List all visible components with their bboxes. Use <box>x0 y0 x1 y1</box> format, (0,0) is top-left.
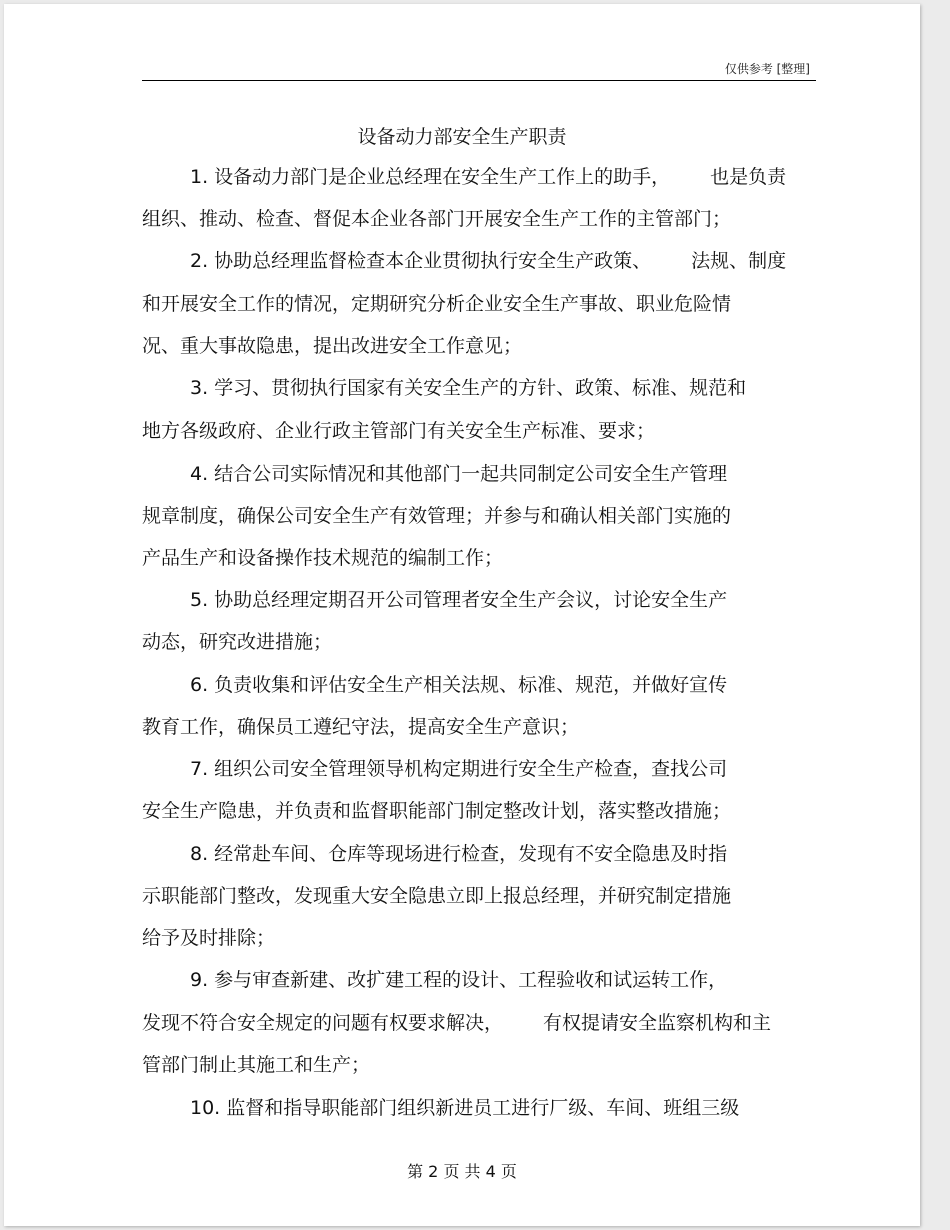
body-line: 况、重大事故隐患，提出改进安全工作意见； <box>142 335 523 357</box>
body-line: 示职能部门整改，发现重大安全隐患立即上报总经理，并研究制定措施 <box>142 885 732 907</box>
body-line: 1. 设备动力部门是企业总经理在安全生产工作上的助手， 也是负责 <box>190 166 787 188</box>
body-line: 4. 结合公司实际情况和其他部门一起共同制定公司安全生产管理 <box>190 463 728 485</box>
body-line: 9. 参与审查新建、改扩建工程的设计、工程验收和试运转工作， <box>190 969 728 991</box>
body-line: 教育工作，确保员工遵纪守法，提高安全生产意识； <box>142 716 580 738</box>
body-line: 给予及时排除； <box>142 927 276 949</box>
body-line: 8. 经常赴车间、仓库等现场进行检查，发现有不安全隐患及时指 <box>190 843 728 865</box>
body-line: 5. 协助总经理定期召开公司管理者安全生产会议，讨论安全生产 <box>190 589 728 611</box>
body-line: 发现不符合安全规定的问题有权要求解决， 有权提请安全监察机构和主 <box>142 1012 772 1034</box>
body-line: 和开展安全工作的情况，定期研究分析企业安全生产事故、职业危险情 <box>142 293 732 315</box>
body-line: 6. 负责收集和评估安全生产相关法规、标准、规范，并做好宣传 <box>190 674 728 696</box>
body-line: 产品生产和设备操作技术规范的编制工作； <box>142 547 504 569</box>
document-page <box>4 4 920 1226</box>
body-line: 7. 组织公司安全管理领导机构定期进行安全生产检查，查找公司 <box>190 758 728 780</box>
header-rule <box>142 80 816 81</box>
body-line: 2. 协助总经理监督检查本企业贯彻执行安全生产政策、 法规、制度 <box>190 250 787 272</box>
body-line: 3. 学习、贯彻执行国家有关安全生产的方针、政策、标准、规范和 <box>190 377 747 399</box>
body-line: 管部门制止其施工和生产； <box>142 1054 371 1076</box>
body-line: 动态，研究改进措施； <box>142 631 333 653</box>
body-line: 安全生产隐患，并负责和监督职能部门制定整改计划，落实整改措施； <box>142 800 732 822</box>
body-line: 组织、推动、检查、督促本企业各部门开展安全生产工作的主管部门； <box>142 208 732 230</box>
body-line: 规章制度，确保公司安全生产有效管理；并参与和确认相关部门实施的 <box>142 505 732 527</box>
body-line: 地方各级政府、企业行政主管部门有关安全生产标准、要求； <box>142 420 656 442</box>
document-title: 设备动力部安全生产职责 <box>357 126 567 148</box>
page-footer: 第 2 页 共 4 页 <box>407 1162 517 1181</box>
header-note: 仅供参考 [整理] <box>724 62 810 76</box>
body-line: 10. 监督和指导职能部门组织新进员工进行厂级、车间、班组三级 <box>190 1097 740 1119</box>
